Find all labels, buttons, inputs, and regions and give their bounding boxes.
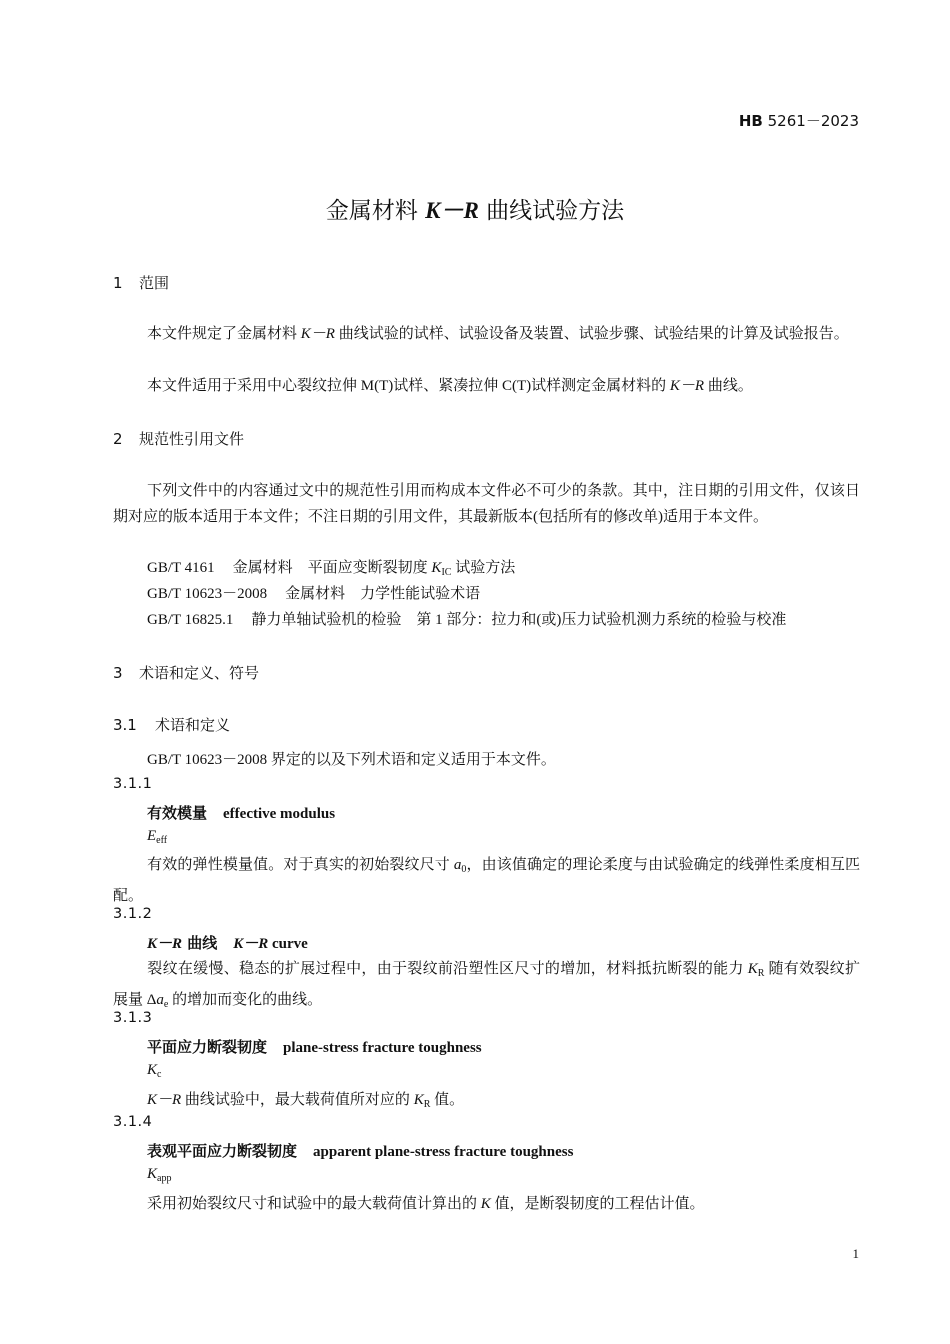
text-run: 曲线。 <box>704 378 753 394</box>
term-name-cn: 平面应力断裂韧度 <box>147 1038 268 1056</box>
k-symbol: K <box>747 961 758 977</box>
title-part1: 金属材料 <box>325 198 426 224</box>
term-number: 3.1.4 <box>113 1114 153 1130</box>
term-symbol <box>147 1166 171 1184</box>
standard-prefix: HB <box>738 112 763 130</box>
section-1-paragraph-2 <box>113 373 860 399</box>
text-run: 的增加而变化的曲线。 <box>168 992 323 1008</box>
term-name-en: plane-stress fracture toughness <box>283 1040 482 1056</box>
reference-title: 金属材料 平面应变断裂韧度 <box>232 560 432 576</box>
kr-symbol: K－R <box>147 936 183 952</box>
reference-2 <box>147 582 480 603</box>
term-number: 3.1.3 <box>113 1010 153 1026</box>
subsection-number: 3.1 <box>113 716 137 734</box>
text-run: 随有效裂纹扩展量 Δ <box>113 961 860 1008</box>
k-symbol: K <box>480 1196 491 1212</box>
reference-title: 金属材料 力学性能试验术语 <box>285 586 481 602</box>
term-name-en: curve <box>268 936 308 952</box>
term-name-en: apparent plane-stress fracture toughness <box>313 1144 574 1160</box>
text-run: ，由该值确定的理论柔度与由试验确定的线弹性柔度相互匹配。 <box>113 857 860 904</box>
title-kr: K－R <box>425 198 479 223</box>
symbol-subscript: app <box>157 1173 172 1184</box>
symbol-letter: E <box>147 828 157 844</box>
term-name <box>147 932 308 953</box>
variable: a <box>156 992 164 1008</box>
term-name <box>147 1036 482 1057</box>
term-definition <box>113 852 860 909</box>
symbol-subscript: c <box>157 1069 162 1080</box>
text-run: 曲线试验的试样、试验设备及装置、试验步骤、试验结果的计算及试验报告。 <box>334 326 849 342</box>
text-run: 有效的弹性模量值。对于真实的初始裂纹尺寸 <box>147 857 454 873</box>
text-run: 下列文件中的内容通过文中的规范性引用而构成本文件必不可少的条款。其中，注日期的引用文件，仅该日期对应的版本适用于本文件；不注日期的引用文件，其最新版本(包括所有的修改单)适用于本文件。 <box>113 483 860 525</box>
term-definition <box>147 1088 464 1110</box>
reference-code: GB/T 10623－2008 <box>147 586 268 602</box>
kr-symbol: K－R <box>233 936 269 952</box>
term-definition <box>147 1192 705 1213</box>
section-number: 1 <box>113 274 123 292</box>
term-definition <box>113 956 860 1018</box>
term-symbol <box>147 828 167 846</box>
reference-title: 试验方法 <box>451 560 516 576</box>
section-number: 3 <box>113 664 123 682</box>
text-run: 曲线试验中，最大载荷值所对应的 <box>181 1092 414 1108</box>
symbol-letter: K <box>147 1166 158 1182</box>
page-number: 1 <box>852 1246 859 1261</box>
title-part2: 曲线试验方法 <box>478 198 625 224</box>
term-number: 3.1.1 <box>113 776 153 792</box>
text-run: 值，是断裂韧度的工程估计值。 <box>490 1196 705 1212</box>
reference-title: 静力单轴试验机的检验 第 1 部分：拉力和(或)压力试验机测力系统的检验与校准 <box>251 612 787 628</box>
kr-symbol: K－R <box>147 1092 182 1108</box>
term-name-cn: 有效模量 <box>147 804 208 822</box>
k-subscript: R <box>423 1099 431 1110</box>
text-run: 本文件规定了金属材料 <box>147 326 301 342</box>
section-title: 术语和定义、符号 <box>139 664 260 682</box>
standard-code: 5261－2023 <box>762 112 859 130</box>
section-1-heading <box>113 272 169 293</box>
variable-subscript: 0 <box>461 864 467 875</box>
k-symbol: K <box>413 1092 424 1108</box>
term-name-cn: 表观平面应力断裂韧度 <box>147 1142 298 1160</box>
term-name <box>147 1140 573 1161</box>
text-run: 本文件适用于采用中心裂纹拉伸 M(T)试样、紧凑拉伸 C(T)试样测定金属材料的 <box>147 378 670 394</box>
symbol-subscript: eff <box>156 835 168 846</box>
section-3-1-intro: GB/T 10623－2008 界定的以及下列术语和定义适用于本文件。 <box>147 752 556 768</box>
section-3-heading <box>113 662 259 683</box>
term-number: 3.1.2 <box>113 906 153 922</box>
section-3-1-heading <box>113 714 230 735</box>
reference-3 <box>147 608 786 629</box>
document-title <box>0 192 950 225</box>
term-symbol <box>147 1062 161 1080</box>
reference-1 <box>147 556 515 578</box>
section-title: 范围 <box>139 274 170 292</box>
k-subscript: IC <box>441 567 452 578</box>
section-2-paragraph <box>113 478 860 530</box>
kr-symbol: K－R <box>669 378 705 394</box>
variable-subscript: e <box>163 999 169 1010</box>
symbol-letter: K <box>147 1062 158 1078</box>
reference-code: GB/T 16825.1 <box>147 612 234 628</box>
term-name-cn: 曲线 <box>182 934 218 952</box>
section-title: 规范性引用文件 <box>139 430 245 448</box>
k-symbol: K <box>431 560 442 576</box>
text-run: 值。 <box>430 1092 465 1108</box>
term-name-en: effective modulus <box>223 806 336 822</box>
reference-code: GB/T 4161 <box>147 560 215 576</box>
text-run: 裂纹在缓慢、稳态的扩展过程中，由于裂纹前沿塑性区尺寸的增加，材料抵抗断裂的能力 <box>147 961 748 977</box>
section-1-paragraph-1 <box>113 321 860 347</box>
subsection-title: 术语和定义 <box>155 716 231 734</box>
k-subscript: R <box>757 968 765 979</box>
section-number: 2 <box>113 430 123 448</box>
kr-symbol: K－R <box>300 326 335 342</box>
term-name <box>147 802 335 823</box>
section-2-heading <box>113 428 244 449</box>
text-run: 采用初始裂纹尺寸和试验中的最大载荷值计算出的 <box>147 1196 481 1212</box>
standard-number <box>739 110 859 131</box>
variable: a <box>453 857 462 873</box>
